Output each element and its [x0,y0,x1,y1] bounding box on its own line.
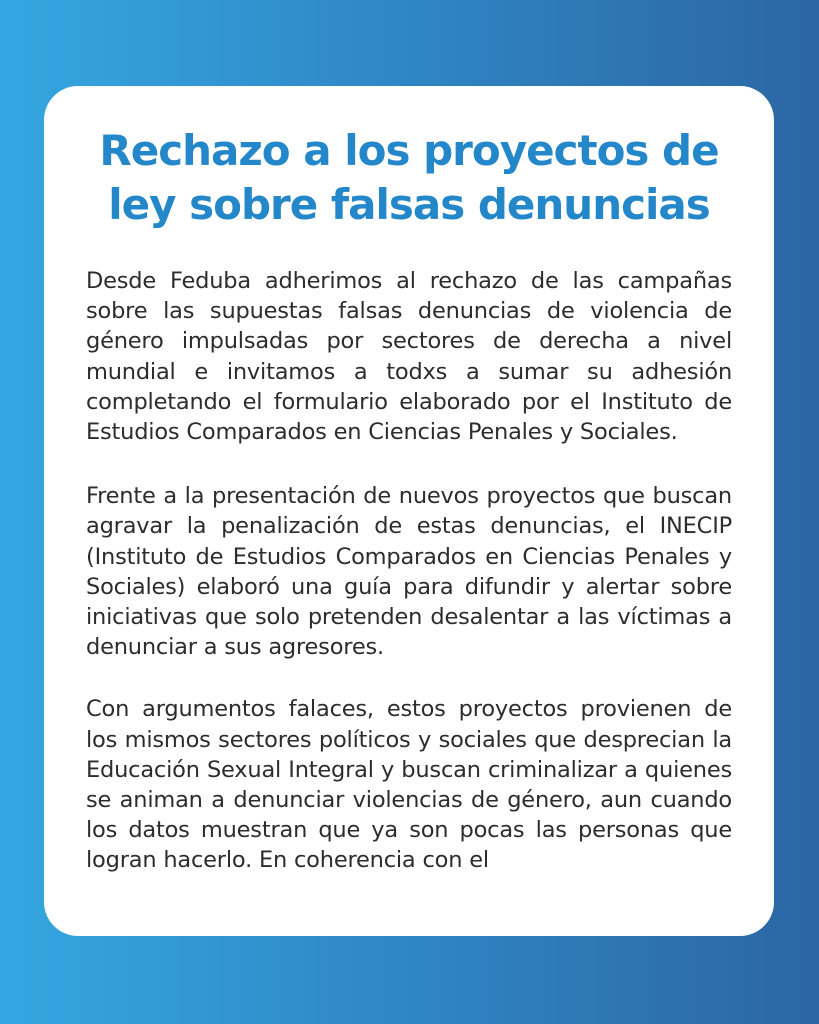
paragraph-3: Con argumentos falaces, estos proyectos provienen de los mismos sectores políticos y sociales que desprecian la Educación Sexual Integral y buscan criminalizar a quienes se animan a denunciar violencias de género, aun cuando los datos muestran que ya son pocas las personas que logran hacerlo. En coherencia con el [86,696,732,874]
content-card [44,86,774,936]
post-title: Rechazo a los proyectos de ley sobre falsas denuncias [99,126,719,229]
paragraph-1: Desde Feduba adherimos al rechazo de las campañas sobre las supuestas falsas denuncias de violencia de género impulsadas por sectores de derecha a nivel mundial e invitamos a todxs a sumar su adhesión completando el formulario elaborado por el Instituto de Estudios Comparados en Ciencias Penales y Sociales. [86,268,732,446]
paragraph-2: Frente a la presentación de nuevos proyectos que buscan agravar la penalización de estas denuncias, el INECIP (Instituto de Estudios Comparados en Ciencias Penales y Sociales) elaboró una guía para difundir y alertar sobre iniciativas que solo pretenden desalentar a las víctimas a denunciar a sus agresores. [86,483,732,661]
